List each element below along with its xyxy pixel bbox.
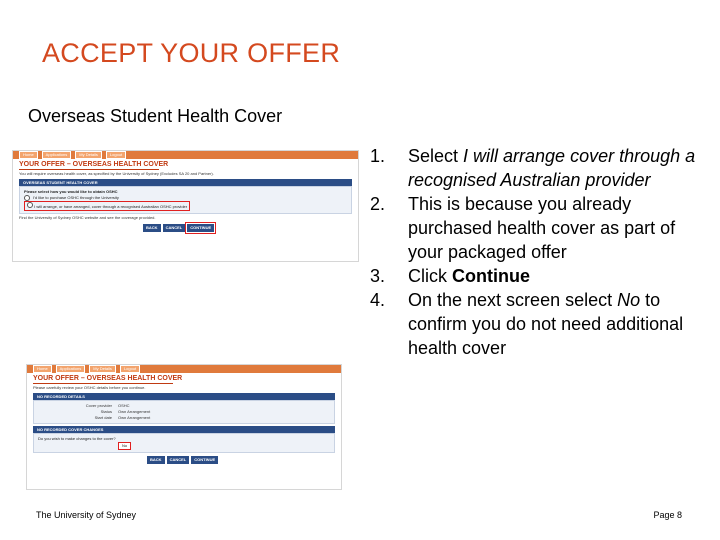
step-text: This is because you already purchased health cover as part of your packaged offer bbox=[408, 194, 676, 262]
button-row-2 bbox=[27, 453, 341, 467]
offer-intro-2: Please carefully review your OSHC details before you continue. bbox=[33, 385, 146, 390]
nav-tab-logout[interactable]: Logout bbox=[120, 365, 140, 373]
cancel-button[interactable]: CANCEL bbox=[163, 224, 186, 232]
nav-tab-logout[interactable]: Logout bbox=[106, 151, 126, 159]
back-button[interactable]: BACK bbox=[143, 224, 161, 232]
offer-intro: You will require overseas health cover, as specified by the University of Sydney (Excludes SA 20 and Partner). bbox=[19, 171, 214, 176]
continue-button[interactable]: CONTINUE bbox=[191, 456, 218, 464]
continue-button[interactable]: CONTINUE bbox=[187, 224, 214, 232]
offer-heading: YOUR OFFER – OVERSEAS HEALTH COVER bbox=[19, 161, 169, 168]
changes-section-header: NO RECORDED COVER CHANGES bbox=[33, 426, 335, 433]
oshc-choice-panel bbox=[19, 186, 352, 214]
step-emphasis: No bbox=[617, 290, 641, 310]
instruction-steps bbox=[370, 144, 710, 360]
step-text: On the next screen select No to confirm you do not need additional health cover bbox=[408, 290, 684, 358]
slide-subtitle: Overseas Student Health Cover bbox=[28, 106, 283, 126]
step-item: 2. This is because you already purchased health cover as part of your packaged offer bbox=[370, 194, 676, 262]
step-text: Click Continue bbox=[408, 266, 530, 286]
oshc-section-header: OVERSEAS STUDENT HEALTH COVER bbox=[19, 179, 352, 186]
step-text: Select I will arrange cover through a recognised Australian provider bbox=[408, 146, 696, 190]
option-arrange-highlight[interactable] bbox=[24, 201, 190, 211]
step-item: 3. Click Continue bbox=[370, 266, 530, 286]
step-emphasis: I will arrange cover through a recognised Australian provider bbox=[408, 146, 696, 190]
oshc-confirm-screenshot bbox=[26, 364, 342, 490]
detail-row: Status Own Arrangement bbox=[100, 409, 151, 414]
step-emphasis: Continue bbox=[452, 266, 530, 286]
nav-tab-home[interactable]: Home bbox=[33, 365, 52, 373]
nav-tab-applications[interactable]: Applications bbox=[42, 151, 72, 159]
details-section-header: NO RECORDED DETAILS bbox=[33, 393, 335, 400]
portal-nav-bar-2 bbox=[27, 365, 341, 373]
nav-tab-my-details[interactable]: My Details bbox=[89, 365, 116, 373]
option-arrange-label: I will arrange, or have arranged, cover through a recognised Australian OSHC provider bbox=[34, 204, 188, 209]
detail-row: Cover provider OSHC bbox=[85, 403, 130, 408]
offer-heading-2: YOUR OFFER – OVERSEAS HEALTH COVER bbox=[33, 375, 183, 382]
cancel-button[interactable]: CANCEL bbox=[167, 456, 190, 464]
oshc-options-screenshot bbox=[12, 150, 359, 262]
back-button[interactable]: BACK bbox=[147, 456, 165, 464]
details-panel bbox=[33, 400, 335, 424]
changes-select[interactable]: No bbox=[118, 442, 131, 450]
detail-row: Start date Own Arrangement bbox=[94, 415, 151, 420]
oshc-prompt: Please select how you would like to obtain OSHC bbox=[24, 189, 118, 194]
changes-question: Do you wish to make changes to the cover? bbox=[38, 436, 116, 441]
changes-panel bbox=[33, 433, 335, 453]
option-purchase-label: I'd like to purchase OSHC through the University bbox=[33, 195, 119, 200]
option-arrange-row[interactable] bbox=[24, 201, 347, 211]
footer-university: The University of Sydney bbox=[36, 510, 137, 520]
button-row bbox=[13, 221, 358, 235]
step-item: 4. On the next screen select No to confirm you do not need additional health cover bbox=[370, 290, 684, 358]
nav-tab-home[interactable]: Home bbox=[19, 151, 38, 159]
footer-page-number: Page 8 bbox=[653, 510, 682, 520]
nav-tab-my-details[interactable]: My Details bbox=[75, 151, 102, 159]
slide-title: ACCEPT YOUR OFFER bbox=[42, 38, 341, 68]
step-item: 1. Select I will arrange cover through a recognised Australian provider bbox=[370, 146, 696, 190]
oshc-note: Find the University of Sydney OSHC website and see the coverage provided. bbox=[19, 215, 156, 220]
nav-tab-applications[interactable]: Applications bbox=[56, 365, 86, 373]
radio-arrange[interactable] bbox=[27, 202, 33, 208]
portal-nav-bar bbox=[13, 151, 358, 159]
